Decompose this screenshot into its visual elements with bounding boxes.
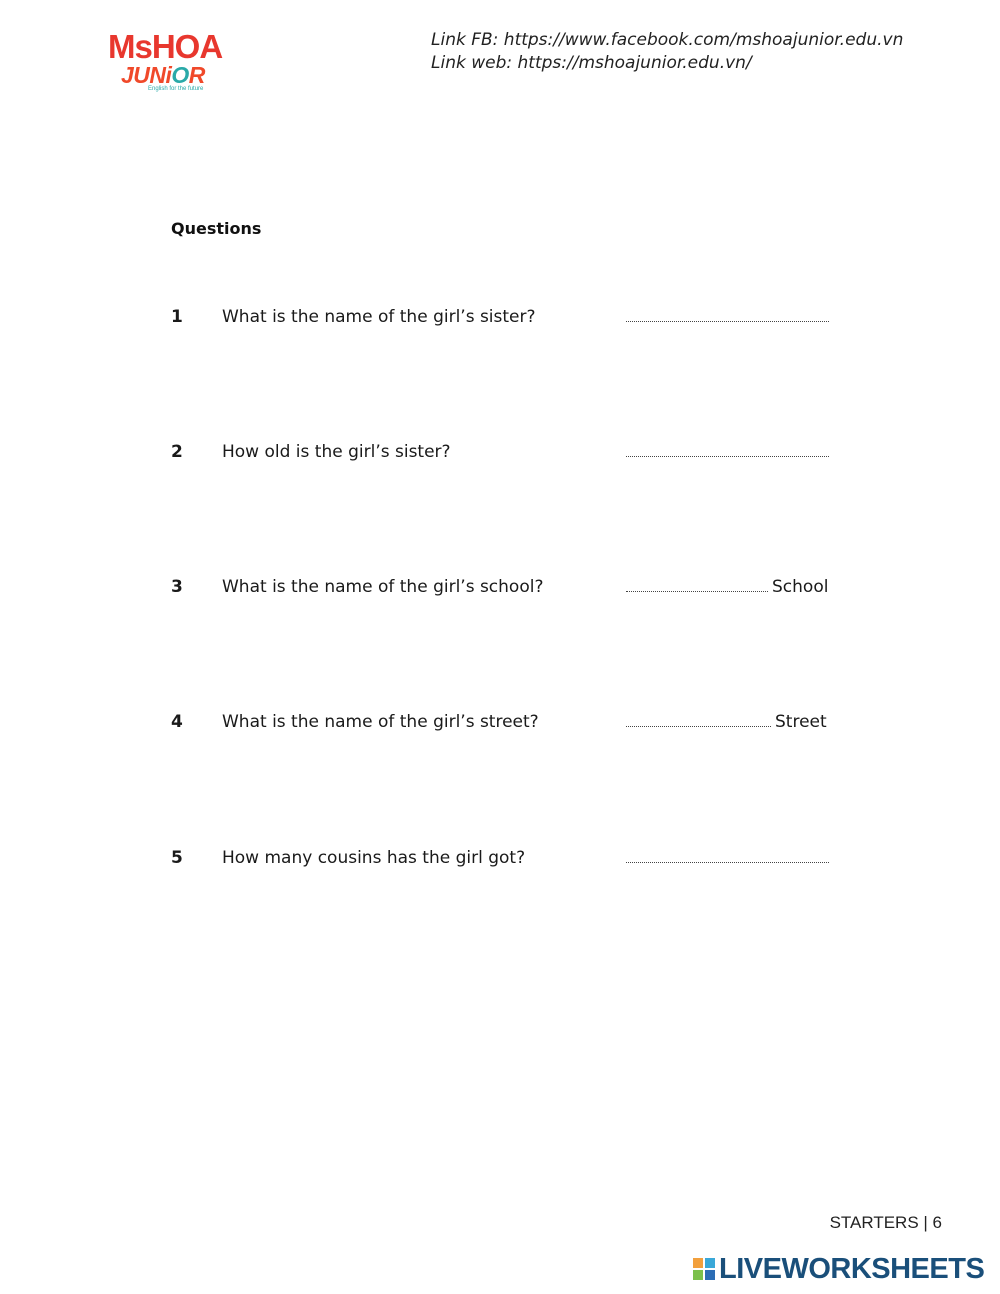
question-number: 5 <box>171 848 183 868</box>
question-number: 3 <box>171 577 183 597</box>
question-text: How many cousins has the girl got? <box>222 848 526 868</box>
question-number: 1 <box>171 307 183 327</box>
section-title: Questions <box>171 219 262 238</box>
answer-blank[interactable] <box>626 307 829 322</box>
page-label: STARTERS | 6 <box>829 1213 942 1232</box>
liveworksheets-wordmark: LIVEWORKSHEETS <box>719 1253 985 1285</box>
answer-blank[interactable] <box>626 712 827 732</box>
question-text: How old is the girl’s sister? <box>222 442 451 462</box>
question-row <box>171 577 871 601</box>
liveworksheets-brand <box>692 1254 984 1284</box>
answer-blank[interactable] <box>626 442 829 457</box>
mshoa-junior-logo <box>108 30 232 96</box>
website-link[interactable]: Link web: https://mshoajunior.edu.vn/ <box>431 53 752 73</box>
question-number: 4 <box>171 712 183 732</box>
answer-suffix: School <box>772 577 829 597</box>
header-links <box>431 29 903 75</box>
question-text: What is the name of the girl’s school? <box>222 577 544 597</box>
answer-blank[interactable] <box>626 577 828 597</box>
logo-tagline: English for the future <box>148 86 204 92</box>
answer-blank[interactable] <box>626 848 829 863</box>
question-row <box>171 442 871 466</box>
question-row <box>171 848 871 872</box>
liveworksheets-icon <box>692 1257 716 1281</box>
logo-wordmark: MsHOA <box>108 28 223 65</box>
question-text: What is the name of the girl’s sister? <box>222 307 536 327</box>
question-number: 2 <box>171 442 183 462</box>
logo-junior: JUNiOR <box>121 62 205 88</box>
question-row <box>171 712 871 736</box>
question-text: What is the name of the girl’s street? <box>222 712 539 732</box>
question-row <box>171 307 871 331</box>
answer-suffix: Street <box>775 712 827 732</box>
facebook-link[interactable]: Link FB: https://www.facebook.com/mshoajunior.edu.vn <box>431 30 904 50</box>
